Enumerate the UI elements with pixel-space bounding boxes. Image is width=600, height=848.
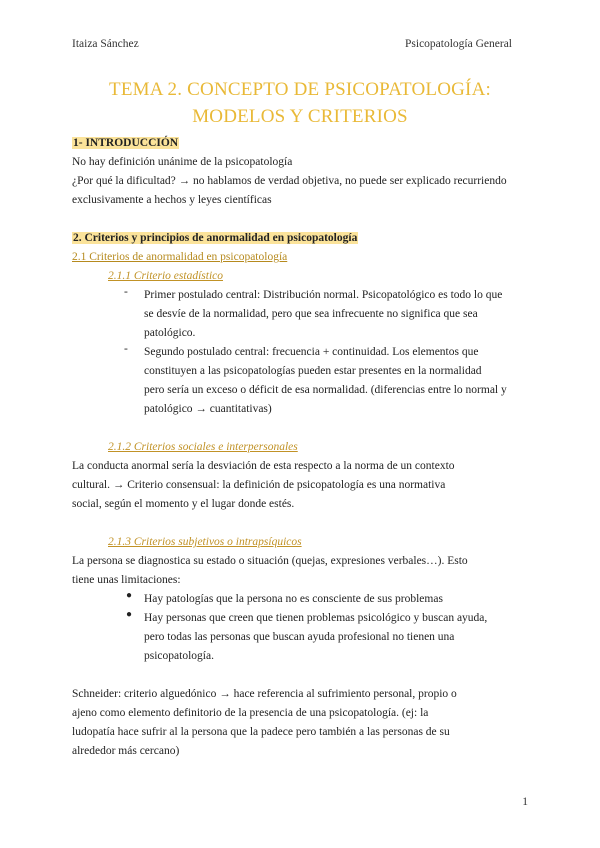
header-author: Itaiza Sánchez <box>72 38 139 50</box>
schneider-text: Schneider: criterio alguedónico → hace referencia al sufrimiento personal, propio o <box>72 688 457 700</box>
list-item: - Segundo postulado central: frecuencia + continuidad. Los elementos que constituyen a las psicopatologías pueden estar presentes en la normalidad pero sería un exceso o déficit de esa normalidad. (diferencias entre lo normal y patológico → cuantitativas) <box>124 343 507 415</box>
bullet-marker: ● <box>126 609 133 620</box>
document-title-line2: MODELOS Y CRITERIOS <box>192 106 408 127</box>
header-subject: Psicopatología General <box>405 38 512 50</box>
list-item: ● Hay patologías que la persona no es consciente de sus problemas <box>126 590 443 605</box>
section213-heading: 2.1.3 Criterios subjetivos o intrapsíquicos <box>108 536 302 548</box>
list-item: ● Hay personas que creen que tienen problemas psicológico y buscan ayuda, pero todas las personas que buscan ayuda profesional no tienen una psicopatología. <box>126 609 488 662</box>
list-item: - Primer postulado central: Distribución normal. Psicopatológico es todo lo que se desvíe de la normalidad, pero que sea infrecuente no significa que sea patológico. <box>124 286 503 339</box>
dash-marker: - <box>124 343 128 355</box>
section212-text: La conducta anormal sería la desviación de esta respecto a la norma de un contexto <box>72 460 455 472</box>
document-title-line1: TEMA 2. CONCEPTO DE PSICOPATOLOGÍA: <box>109 79 491 100</box>
intro-paragraph-2b: exclusivamente a hechos y leyes científicas <box>72 194 272 206</box>
dash-marker: - <box>124 286 128 298</box>
bullet-marker: ● <box>126 590 133 601</box>
section211-heading: 2.1.1 Criterio estadístico <box>108 270 223 282</box>
page-number: 1 <box>522 796 528 808</box>
intro-paragraph-2a: ¿Por qué la dificultad? → no hablamos de verdad objetiva, no puede ser explicado recurriendo <box>72 175 507 187</box>
section212-heading: 2.1.2 Criterios sociales e interpersonales <box>108 441 298 453</box>
section2-heading: 2. Criterios y principios de anormalidad en psicopatología <box>73 232 358 244</box>
section213-text: La persona se diagnostica su estado o situación (quejas, expresiones verbales…). Esto <box>72 555 468 567</box>
intro-paragraph-1: No hay definición unánime de la psicopatología <box>72 156 293 168</box>
intro-heading: 1- INTRODUCCIÓN <box>73 137 179 149</box>
document-body: 1- INTRODUCCIÓN No hay definición unánime de la psicopatología ¿Por qué la dificultad? → no hablamos de verdad objetiva, no puede ser explicado recurriendo exclusivamente a hechos y leyes científicas 2. Criterios y principios de anormalidad en psicopatología 2.1 Criterios de anormalidad en psicopatología 2.1.1 Criterio estadístico - Primer postulado central: Distribución normal. Psicopatológico es todo lo que se desvíe de la normalidad, pero que sea infrecuente no significa que sea patológico. - Segundo postulado central: frecuencia + continuidad. Los elementos que constituyen a las psicopatologías pueden estar presentes en la normalidad pero sería un exceso o déficit de esa normalidad. (diferencias entre lo normal y patológico → cuantitativas) 2.1.2 Criterios sociales e interpersonales La conducta anormal sería la desviación de esta respecto a la norma de un contexto cultural. → Criterio consensual: la definición de psicopatología es una normativa social, según el momento y el lugar donde estés. 2.1.3 Criterios subjetivos o intrapsíquicos La persona se diagnostica su estado o situación (quejas, expresiones verbales…). Esto tiene unas limitaciones: ● Hay patologías que la persona no es consciente de sus problemas ● Hay personas que creen que tienen problemas psicológico y buscan ayuda, pero todas las personas que buscan ayuda profesional no tienen una psicopatología. Schneider: criterio alguedónico → hace referencia al sufrimiento personal, propio o ajeno como elemento definitorio de la presencia de una psicopatología. (ej: la ludopatía hace sufrir al la persona que la padece pero también a las personas de su alrededor más cercano) <box>72 134 528 761</box>
section21-heading: 2.1 Criterios de anormalidad en psicopatología <box>72 251 288 263</box>
